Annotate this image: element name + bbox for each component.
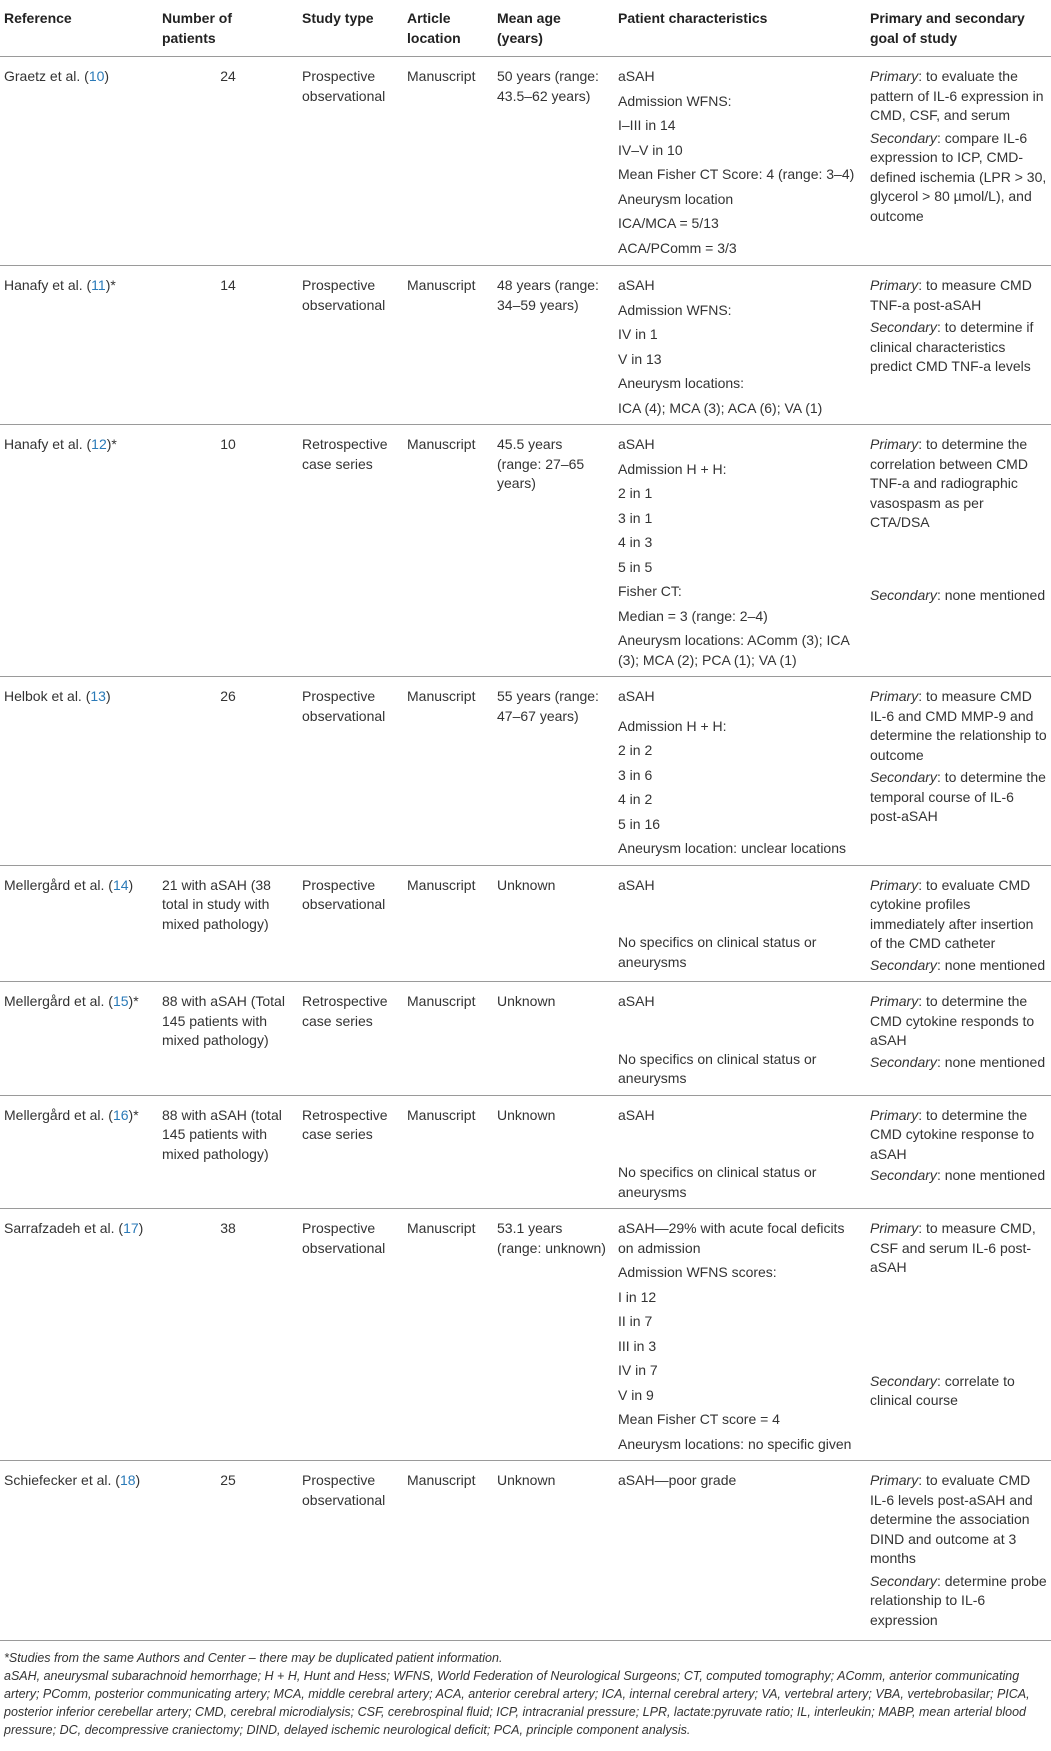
primary-label: Primary — [870, 1220, 919, 1236]
reference-author: Mellergård et al. ( — [4, 1106, 113, 1123]
secondary-goal-text: : to determine if clinical characteristics predict CMD TNF-a levels — [870, 319, 1034, 374]
reference-citation-link[interactable]: 10 — [88, 68, 105, 84]
primary-goal — [870, 1471, 1047, 1569]
reference-marker: * — [111, 436, 117, 452]
patient-characteristic: Aneurysm locations: AComm (3); ICA (3); MCA (2); PCA (1); VA (1) — [618, 632, 850, 668]
table-row — [0, 57, 1051, 266]
mean-age: 48 years (range: 34–59 years) — [497, 277, 599, 313]
reference-citation-link[interactable]: 16 — [112, 1106, 129, 1123]
header-mean-age: Mean age (years) — [493, 0, 614, 57]
cell-number-of-patients — [158, 266, 298, 425]
secondary-label: Secondary — [870, 319, 937, 335]
patients-count: 24 — [220, 68, 236, 84]
patient-characteristic: aSAH—29% with acute focal deficits on admission — [618, 1220, 845, 1256]
table-header — [0, 0, 1051, 57]
table-row — [0, 266, 1051, 425]
patient-characteristic: III in 3 — [618, 1337, 657, 1354]
cell-study-type — [298, 982, 403, 1096]
patient-characteristic: V in 9 — [618, 1386, 654, 1403]
patient-characteristic: Aneurysm location — [618, 190, 734, 207]
patient-characteristic: V in 13 — [618, 350, 662, 367]
reference-close: ) — [105, 277, 111, 293]
patients-count: 14 — [220, 277, 236, 293]
cell-reference — [0, 266, 158, 425]
cell-mean-age — [493, 425, 614, 677]
secondary-goal — [870, 1053, 1047, 1073]
patient-characteristic: Median = 3 (range: 2–4) — [618, 607, 768, 624]
cell-number-of-patients — [158, 1095, 298, 1209]
primary-goal — [870, 1106, 1047, 1165]
secondary-label: Secondary — [870, 769, 937, 785]
primary-goal — [870, 435, 1047, 533]
article-location: Manuscript — [407, 436, 476, 452]
patient-characteristic: No specifics on clinical status or aneurysms — [618, 934, 817, 970]
reference-close: ) — [106, 436, 112, 452]
reference-author: Sarrafzadeh et al. ( — [4, 1220, 124, 1236]
study-type: Prospective observational — [302, 1472, 386, 1508]
primary-goal — [870, 687, 1047, 765]
primary-goal-text: : to evaluate CMD IL-6 levels post-aSAH and determine the association DIND and outcome at 3 months — [870, 1472, 1033, 1566]
cell-number-of-patients — [158, 1461, 298, 1641]
cell-article-location — [403, 982, 493, 1096]
secondary-goal — [870, 1372, 1047, 1411]
reference-citation-link[interactable]: 14 — [112, 876, 129, 893]
primary-goal-text: : to measure CMD TNF-a post-aSAH — [870, 277, 1032, 313]
header-goal-of-study: Primary and secondary goal of study — [866, 0, 1051, 57]
cell-mean-age — [493, 1095, 614, 1209]
patient-characteristic: 3 in 1 — [618, 509, 653, 526]
patient-characteristic: 5 in 5 — [618, 558, 653, 575]
reference-marker: * — [133, 1106, 139, 1123]
secondary-label: Secondary — [870, 1053, 937, 1070]
primary-label: Primary — [870, 68, 919, 84]
cell-number-of-patients — [158, 57, 298, 266]
patients-count: 38 — [220, 1220, 236, 1236]
cell-goal-of-study — [866, 677, 1051, 866]
patient-characteristic: Admission H + H: — [618, 717, 727, 734]
patients-count: 88 with aSAH (Total 145 patients with mixed pathology) — [162, 993, 285, 1048]
primary-label: Primary — [870, 688, 919, 704]
patient-characteristic: ICA/MCA = 5/13 — [618, 215, 719, 231]
reference-close: ) — [138, 1220, 144, 1236]
cell-reference — [0, 982, 158, 1096]
reference-citation-link[interactable]: 18 — [119, 1472, 136, 1488]
cell-reference — [0, 425, 158, 677]
patient-characteristic: 5 in 16 — [618, 815, 661, 832]
patient-characteristic: aSAH — [618, 436, 655, 452]
header-patient-characteristics: Patient characteristics — [614, 0, 866, 57]
patients-count: 10 — [220, 436, 236, 452]
cell-reference — [0, 1461, 158, 1641]
secondary-goal-text: : correlate to clinical course — [870, 1372, 1015, 1408]
secondary-label: Secondary — [870, 1572, 937, 1589]
cell-goal-of-study — [866, 57, 1051, 266]
patient-characteristic: aSAH — [618, 688, 655, 704]
cell-number-of-patients — [158, 865, 298, 982]
study-type: Prospective observational — [302, 688, 386, 724]
primary-goal — [870, 992, 1047, 1051]
secondary-goal-text: : none mentioned — [936, 1053, 1046, 1070]
patient-characteristic: 3 in 6 — [618, 766, 653, 783]
cell-mean-age — [493, 57, 614, 266]
patient-characteristic: Admission WFNS: — [618, 301, 732, 318]
table-row — [0, 1461, 1051, 1641]
cell-study-type — [298, 1461, 403, 1641]
patient-characteristic: IV in 1 — [618, 326, 658, 342]
reference-author: Mellergård et al. ( — [4, 993, 113, 1009]
patient-characteristic: Mean Fisher CT Score: 4 (range: 3–4) — [618, 166, 855, 182]
cell-patient-characteristics — [614, 982, 866, 1096]
cell-patient-characteristics — [614, 1461, 866, 1641]
secondary-goal — [870, 1166, 1047, 1186]
secondary-label: Secondary — [870, 129, 937, 146]
footnote-duplicates: *Studies from the same Authors and Center – there may be duplicated patient information. — [4, 1651, 503, 1665]
patients-count: 88 with aSAH (total 145 patients with mixed pathology) — [162, 1106, 282, 1162]
cell-study-type — [298, 266, 403, 425]
secondary-label: Secondary — [870, 1167, 937, 1183]
primary-label: Primary — [870, 876, 919, 893]
mean-age: Unknown — [497, 993, 556, 1009]
cell-patient-characteristics — [614, 266, 866, 425]
primary-goal-text: : to measure CMD, CSF and serum IL-6 post-aSAH — [870, 1220, 1036, 1275]
patients-count: 26 — [220, 688, 236, 704]
table-row — [0, 425, 1051, 677]
reference-citation-link[interactable]: 13 — [90, 688, 106, 704]
article-location: Manuscript — [407, 688, 476, 704]
article-location: Manuscript — [407, 68, 476, 84]
patients-count: 21 with aSAH (38 total in study with mixed pathology) — [162, 876, 271, 932]
reference-author: Helbok et al. ( — [4, 688, 91, 704]
patient-characteristic: II in 7 — [618, 1313, 653, 1329]
table-footnotes — [0, 1641, 1051, 1739]
mean-age: Unknown — [497, 1472, 556, 1488]
primary-goal — [870, 276, 1047, 315]
cell-article-location — [403, 865, 493, 982]
primary-goal-text: : to evaluate the pattern of IL-6 expression in CMD, CSF, and serum — [870, 68, 1044, 123]
header-number-of-patients: Number of patients — [158, 0, 298, 57]
patient-characteristic: Aneurysm location: unclear locations — [618, 840, 847, 856]
article-location: Manuscript — [407, 277, 476, 293]
reference-close: ) — [128, 1106, 134, 1123]
cell-number-of-patients — [158, 1209, 298, 1461]
secondary-goal — [870, 318, 1047, 377]
patient-characteristic: aSAH — [618, 993, 655, 1009]
cell-goal-of-study — [866, 425, 1051, 677]
cell-study-type — [298, 1095, 403, 1209]
primary-label: Primary — [870, 993, 919, 1009]
cell-goal-of-study — [866, 1461, 1051, 1641]
secondary-goal — [870, 768, 1047, 827]
secondary-goal-text: : determine probe relationship to IL-6 expression — [870, 1572, 1047, 1628]
secondary-goal — [870, 956, 1047, 976]
article-location: Manuscript — [407, 1472, 476, 1488]
patient-characteristic: 4 in 3 — [618, 534, 653, 550]
cell-mean-age — [493, 982, 614, 1096]
cell-goal-of-study — [866, 1209, 1051, 1461]
study-type: Prospective observational — [302, 68, 386, 104]
cell-article-location — [403, 266, 493, 425]
secondary-goal — [870, 129, 1047, 227]
cell-goal-of-study — [866, 982, 1051, 1096]
table-row — [0, 1095, 1051, 1209]
patient-characteristic: ACA/PComm = 3/3 — [618, 239, 737, 256]
table-row — [0, 1209, 1051, 1461]
footnote-abbreviations: aSAH, aneurysmal subarachnoid hemorrhage; H + H, Hunt and Hess; WFNS, World Federation of Neurological Surgeons; CT, computed tomography; AComm, anterior communicating artery; PComm, posterior communicating artery; MCA, middle cerebral artery; ACA, anterior cerebral artery; ICA, internal cerebral artery; VA, vertebral artery; VBA, vertebrobasilar; PICA, posterior inferior cerebellar artery; CMD, cerebral microdialysis; CSF, cerebrospinal fluid; ICP, intracranial pressure; LPR, lactate:pyruvate ratio; IL, interleukin; MABP, mean arterial blood pressure; DC, decompressive craniectomy; DIND, delayed ischemic neurological deficit; PCA, principle component analysis. — [4, 1669, 1030, 1737]
patient-characteristic: Aneurysm locations: no specific given — [618, 1435, 852, 1452]
primary-label: Primary — [870, 1106, 919, 1123]
secondary-goal-text: : to determine the temporal course of IL-6 post-aSAH — [870, 769, 1046, 824]
patient-characteristic: Admission H + H: — [618, 460, 727, 477]
mean-age: 50 years (range: 43.5–62 years) — [497, 68, 599, 104]
mean-age: 55 years (range: 47–67 years) — [497, 688, 599, 724]
cell-mean-age — [493, 1209, 614, 1461]
study-type: Retrospective case series — [302, 436, 388, 472]
study-type: Retrospective case series — [302, 993, 388, 1029]
patient-characteristic: Admission WFNS scores: — [618, 1264, 777, 1280]
reference-close: ) — [128, 876, 134, 893]
cell-patient-characteristics — [614, 57, 866, 266]
patient-characteristic: aSAH — [618, 277, 655, 293]
article-location: Manuscript — [407, 993, 476, 1009]
primary-goal-text: : to evaluate CMD cytokine profiles immediately after insertion of the CMD catheter — [870, 876, 1034, 951]
patient-characteristic: Fisher CT: — [618, 583, 682, 599]
cell-number-of-patients — [158, 425, 298, 677]
cell-mean-age — [493, 1461, 614, 1641]
header-reference: Reference — [0, 0, 158, 57]
patient-characteristic: IV–V in 10 — [618, 141, 683, 158]
patient-characteristic: Aneurysm locations: — [618, 375, 745, 391]
patient-characteristic: Mean Fisher CT score = 4 — [618, 1411, 780, 1427]
secondary-label: Secondary — [870, 586, 937, 603]
primary-goal — [870, 67, 1047, 126]
cell-patient-characteristics — [614, 1209, 866, 1461]
article-location: Manuscript — [407, 1106, 476, 1123]
header-study-type: Study type — [298, 0, 403, 57]
patient-characteristic: 2 in 2 — [618, 742, 653, 758]
patient-characteristic: ICA (4); MCA (3); ACA (6); VA (1) — [618, 399, 823, 416]
patient-characteristic: 2 in 1 — [618, 485, 653, 501]
mean-age: 53.1 years (range: unknown) — [497, 1220, 606, 1256]
table-body — [0, 57, 1051, 1641]
primary-goal-text: : to determine the correlation between CMD TNF-a and radiographic vasospasm as per CTA/DSA — [870, 436, 1028, 530]
reference-close: ) — [105, 688, 111, 704]
reference-close: ) — [135, 1472, 141, 1488]
cell-reference — [0, 865, 158, 982]
primary-goal — [870, 1219, 1047, 1278]
patient-characteristic: aSAH — [618, 876, 655, 893]
reference-author: Hanafy et al. ( — [4, 277, 92, 293]
secondary-goal-text: : none mentioned — [936, 586, 1046, 603]
reference-author: Hanafy et al. ( — [4, 436, 92, 452]
secondary-goal-text: : none mentioned — [936, 956, 1046, 973]
secondary-goal — [870, 1572, 1047, 1631]
reference-citation-link[interactable]: 11 — [91, 277, 106, 293]
cell-patient-characteristics — [614, 1095, 866, 1209]
secondary-goal-text: : none mentioned — [936, 1167, 1046, 1183]
reference-citation-link[interactable]: 15 — [112, 993, 129, 1009]
cell-study-type — [298, 865, 403, 982]
study-type: Prospective observational — [302, 277, 386, 313]
cell-study-type — [298, 1209, 403, 1461]
reference-author: Schiefecker et al. ( — [4, 1472, 120, 1488]
cell-study-type — [298, 57, 403, 266]
patient-characteristic: 4 in 2 — [618, 791, 653, 807]
primary-goal-text: : to measure CMD IL-6 and CMD MMP-9 and determine the relationship to outcome — [870, 688, 1047, 763]
patient-characteristic: No specifics on clinical status or aneurysms — [618, 1164, 817, 1200]
study-type: Prospective observational — [302, 1220, 386, 1256]
patients-count: 25 — [220, 1472, 236, 1488]
cell-article-location — [403, 57, 493, 266]
mean-age: Unknown — [497, 876, 556, 893]
cell-mean-age — [493, 266, 614, 425]
patient-characteristic: No specifics on clinical status or aneurysms — [618, 1050, 817, 1086]
cell-reference — [0, 1095, 158, 1209]
primary-label: Primary — [870, 1472, 919, 1488]
primary-label: Primary — [870, 436, 919, 452]
cell-goal-of-study — [866, 1095, 1051, 1209]
cell-mean-age — [493, 865, 614, 982]
patient-characteristic: aSAH — [618, 68, 655, 84]
secondary-goal-text: : compare IL-6 expression to ICP, CMD-defined ischemia (LPR > 30, glycerol > 80 µmol/L), and outcome — [870, 129, 1047, 224]
cell-article-location — [403, 425, 493, 677]
header-article-location: Article location — [403, 0, 493, 57]
reference-author: Mellergård et al. ( — [4, 876, 113, 893]
reference-citation-link[interactable]: 12 — [91, 436, 107, 452]
cell-number-of-patients — [158, 677, 298, 866]
cell-reference — [0, 1209, 158, 1461]
reference-marker: * — [133, 993, 139, 1009]
cell-article-location — [403, 1095, 493, 1209]
cell-patient-characteristics — [614, 865, 866, 982]
table-row — [0, 982, 1051, 1096]
cell-study-type — [298, 677, 403, 866]
primary-goal-text: : to determine the CMD cytokine response to aSAH — [870, 1106, 1035, 1162]
patient-characteristic: aSAH—poor grade — [618, 1472, 737, 1488]
cell-number-of-patients — [158, 982, 298, 1096]
patient-characteristic: Admission WFNS: — [618, 92, 732, 109]
mean-age: Unknown — [497, 1106, 556, 1123]
patient-characteristic: I–III in 14 — [618, 117, 676, 133]
reference-marker: * — [110, 277, 116, 293]
cell-article-location — [403, 1209, 493, 1461]
patient-characteristic: I in 12 — [618, 1288, 657, 1305]
patient-characteristic: aSAH — [618, 1106, 655, 1123]
cell-article-location — [403, 677, 493, 866]
reference-citation-link[interactable]: 17 — [123, 1220, 139, 1236]
mean-age: 45.5 years (range: 27–65 years) — [497, 436, 585, 491]
cell-patient-characteristics — [614, 677, 866, 866]
secondary-label: Secondary — [870, 956, 937, 973]
primary-goal — [870, 876, 1047, 954]
study-type: Prospective observational — [302, 876, 386, 912]
secondary-goal — [870, 586, 1047, 606]
cell-goal-of-study — [866, 266, 1051, 425]
cell-patient-characteristics — [614, 425, 866, 677]
primary-label: Primary — [870, 277, 919, 293]
secondary-label: Secondary — [870, 1372, 937, 1389]
cell-reference — [0, 57, 158, 266]
reference-close: ) — [128, 993, 134, 1009]
table-row — [0, 865, 1051, 982]
article-location: Manuscript — [407, 876, 476, 893]
cell-study-type — [298, 425, 403, 677]
table-row — [0, 677, 1051, 866]
primary-goal-text: : to determine the CMD cytokine responds to aSAH — [870, 993, 1035, 1048]
cell-article-location — [403, 1461, 493, 1641]
article-location: Manuscript — [407, 1220, 476, 1236]
reference-author: Graetz et al. ( — [4, 68, 89, 84]
study-type: Retrospective case series — [302, 1106, 388, 1142]
patient-characteristic: IV in 7 — [618, 1362, 658, 1378]
cell-reference — [0, 677, 158, 866]
cell-mean-age — [493, 677, 614, 866]
reference-close: ) — [104, 68, 110, 84]
cell-goal-of-study — [866, 865, 1051, 982]
